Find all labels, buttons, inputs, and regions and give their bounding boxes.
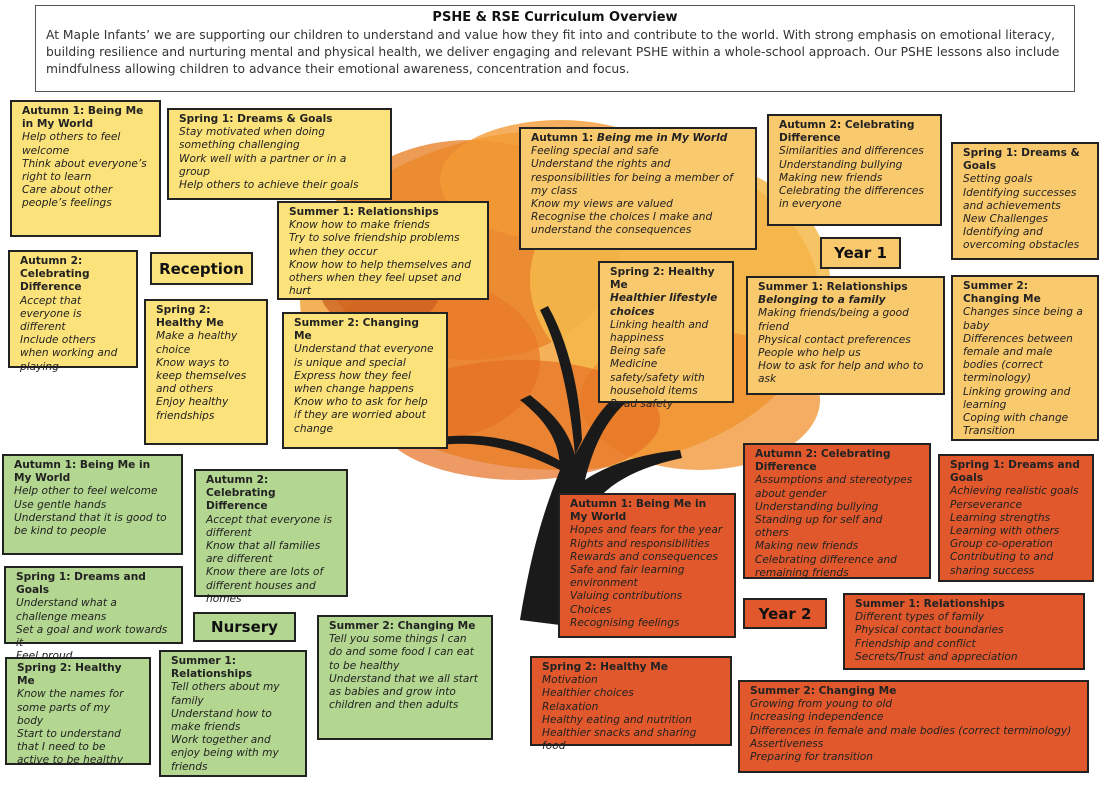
list-item: Physical contact preferences bbox=[758, 333, 911, 346]
reception-summer1-box bbox=[277, 201, 489, 300]
year1-autumn1-box bbox=[519, 127, 757, 250]
list-item: Group co-operation bbox=[950, 538, 1053, 551]
list-item: Work well with a partner or in a group bbox=[179, 152, 347, 178]
list-item: Hopes and fears for the year bbox=[570, 524, 723, 537]
box-title: Autumn 1: bbox=[531, 132, 597, 144]
list-item: Secrets/Trust and appreciation bbox=[855, 650, 1018, 663]
list-item: Understand that everyone is unique and special bbox=[294, 343, 434, 369]
reception-spring1-box bbox=[167, 108, 392, 200]
list-item: Healthier choices bbox=[542, 687, 634, 700]
box-title: Spring 2: Healthy Me bbox=[17, 662, 122, 688]
box-title: Autumn 2: Celebrating Difference bbox=[755, 448, 891, 474]
list-item: Understand that it is good to be kind to people bbox=[14, 511, 167, 538]
list-item: Understand that we all start as babies and grow into children and then adults bbox=[329, 672, 478, 712]
year-label-year1: Year 1 bbox=[820, 237, 901, 269]
reception-spring2-box bbox=[144, 299, 268, 445]
year-label-reception: Reception bbox=[150, 252, 253, 285]
list-item: Identifying and overcoming obstacles bbox=[963, 226, 1080, 252]
list-item: Making new friends bbox=[779, 171, 883, 184]
list-item: Rights and responsibilities bbox=[570, 537, 710, 550]
list-item: Understand the rights and responsibilities for being a member of my class bbox=[531, 158, 733, 197]
year1-summer1-box bbox=[746, 276, 945, 395]
box-subtitle: Healthier lifestyle choices bbox=[610, 292, 718, 318]
list-item: Care about other people’s feelings bbox=[22, 184, 113, 210]
list-item: Know the names for some parts of my body bbox=[17, 688, 124, 727]
list-item: Know that all families are different bbox=[206, 540, 321, 566]
list-item: Start to understand that I need to be active to be healthy bbox=[17, 728, 123, 767]
year1-summer2-box bbox=[951, 275, 1099, 441]
year2-autumn1-box bbox=[558, 493, 736, 638]
reception-autumn1-box bbox=[10, 100, 161, 237]
list-item: Different types of family bbox=[855, 611, 985, 624]
box-title: Summer 1: Relationships bbox=[855, 598, 1005, 610]
reception-summer2-box bbox=[282, 312, 448, 449]
list-item: Learning strengths bbox=[950, 511, 1051, 524]
list-item: Know how to help themselves and others when they feel upset and hurt bbox=[289, 258, 471, 298]
list-item: Assumptions and stereotypes about gender bbox=[755, 474, 913, 500]
list-item: Celebrating difference and remaining friends bbox=[755, 553, 897, 579]
list-item: Assertiveness bbox=[750, 737, 824, 750]
list-item: Stay motivated when doing something challenging bbox=[179, 126, 325, 152]
list-item: Standing up for self and others bbox=[755, 514, 883, 540]
box-title: Autumn 1: Being Me in My World bbox=[570, 498, 707, 524]
box-title: Autumn 2: Celebrating Difference bbox=[206, 474, 276, 513]
list-item: Differences in female and male bodies (correct terminology) bbox=[750, 724, 1072, 737]
list-item: Include others when working and playing bbox=[20, 334, 118, 373]
year2-autumn2-box bbox=[743, 443, 931, 579]
list-item: Identifying successes and achievements bbox=[963, 186, 1077, 212]
box-title: Summer 1: Relationships bbox=[289, 206, 439, 218]
list-item: Recognising feelings bbox=[570, 616, 680, 629]
list-item: Recognise the choices I make and understand the consequences bbox=[531, 211, 713, 237]
year2-spring2-box bbox=[530, 656, 732, 753]
box-title: Summer 2: Changing Me bbox=[294, 317, 419, 343]
year1-spring1-box bbox=[951, 142, 1099, 260]
list-item: Know there are lots of different houses and homes bbox=[206, 566, 324, 605]
list-item: Understanding bullying bbox=[755, 500, 879, 513]
list-item: Transition bbox=[963, 425, 1015, 438]
list-item: Coping with change bbox=[963, 412, 1069, 425]
list-item: Increasing independence bbox=[750, 711, 884, 724]
intro-text: At Maple Infants’ we are supporting our children to understand and value how they fit into and contribute to the world. With strong emphasis on emotional literacy, building resilience and nurturing mental and physical health, we deliver engaging and relevant PSHE within a whole-school approach. Our PSHE lessons also include mindfulness allowing children to advance their emotional awareness, concentration and focus. bbox=[46, 28, 1060, 76]
curriculum-header bbox=[35, 5, 1075, 92]
list-item: Celebrating the differences in everyone bbox=[779, 185, 924, 211]
box-title: Autumn 2: Celebrating Difference bbox=[20, 255, 90, 294]
list-item: Learning with others bbox=[950, 525, 1060, 538]
list-item: Express how they feel when change happens bbox=[294, 369, 414, 396]
nursery-summer1-box bbox=[159, 650, 307, 777]
list-item: Relaxation bbox=[542, 700, 599, 713]
year2-summer1-box bbox=[843, 593, 1085, 670]
nursery-spring2-box bbox=[5, 657, 151, 765]
year2-spring1-box bbox=[938, 454, 1094, 582]
list-item: Rewards and consequences bbox=[570, 550, 718, 563]
list-item: Work together and enjoy being with my friends bbox=[171, 734, 279, 773]
box-title: Summer 2: Changing Me bbox=[963, 280, 1041, 306]
list-item: Help others to achieve their goals bbox=[179, 179, 359, 192]
box-title: Spring 2: Healthy Me bbox=[542, 661, 668, 673]
list-item: Set a goal and work towards it bbox=[16, 623, 168, 650]
box-title: Summer 1: Relationships bbox=[758, 281, 908, 293]
list-item: How to ask for help and who to ask bbox=[758, 360, 924, 386]
box-title: Spring 1: Dreams and Goals bbox=[950, 459, 1080, 485]
list-item: Differences between female and male bodies (correct terminology) bbox=[963, 332, 1073, 385]
box-title-row bbox=[531, 132, 745, 145]
list-item: Enjoy healthy friendships bbox=[156, 396, 229, 422]
box-title: Spring 1: Dreams & Goals bbox=[963, 147, 1080, 173]
list-item: Linking growing and learning bbox=[963, 385, 1071, 411]
list-item: Help others to feel welcome bbox=[22, 131, 121, 157]
list-item: Tell others about my family bbox=[171, 681, 280, 707]
box-subtitle: Belonging to a family bbox=[758, 294, 886, 307]
box-title: Spring 1: Dreams & Goals bbox=[179, 113, 333, 125]
list-item: Know my views are valued bbox=[531, 198, 673, 211]
list-item: Making new friends bbox=[755, 540, 859, 553]
list-item: Try to solve friendship problems when they occur bbox=[289, 232, 460, 258]
year1-autumn2-box bbox=[767, 114, 942, 226]
list-item: Understanding bullying bbox=[779, 158, 903, 171]
list-item: Know how to make friends bbox=[289, 219, 430, 232]
list-item: Achieving realistic goals bbox=[950, 485, 1079, 498]
list-item: Know ways to keep themselves and others bbox=[156, 356, 247, 396]
box-title: Summer 2: Changing Me bbox=[329, 620, 476, 632]
list-item: Understand how to make friends bbox=[171, 707, 272, 734]
list-item: Similarities and differences bbox=[779, 145, 924, 158]
list-item: Know who to ask for help if they are worried about change bbox=[294, 396, 428, 435]
list-item: Physical contact boundaries bbox=[855, 624, 1004, 637]
list-item: Medicine safety/safety with household items bbox=[610, 358, 705, 397]
list-item: Healthy eating and nutrition bbox=[542, 713, 692, 726]
box-title: Summer 2: Changing Me bbox=[750, 685, 897, 697]
list-item: Motivation bbox=[542, 674, 598, 687]
nursery-autumn1-box bbox=[2, 454, 183, 555]
list-item: Friendship and conflict bbox=[855, 637, 976, 650]
year1-spring2-box bbox=[598, 261, 734, 411]
list-item: Use gentle hands bbox=[14, 498, 107, 511]
page-title: PSHE & RSE Curriculum Overview bbox=[432, 10, 678, 25]
list-item: Understand what a challenge means bbox=[16, 597, 117, 623]
list-item: Help other to feel welcome bbox=[14, 485, 158, 498]
box-title: Autumn 2: Celebrating Difference bbox=[779, 119, 915, 145]
year-label-year2: Year 2 bbox=[743, 598, 827, 629]
nursery-spring1-box bbox=[4, 566, 183, 650]
list-item: Changes since being a baby bbox=[963, 306, 1083, 332]
list-item: Healthier snacks and sharing food bbox=[542, 727, 697, 753]
list-item: People who help us bbox=[758, 347, 861, 360]
nursery-summer2-box bbox=[317, 615, 493, 740]
box-title: Spring 2: Healthy Me bbox=[156, 304, 224, 330]
reception-autumn2-box bbox=[8, 250, 138, 373]
list-item: Contributing to and sharing success bbox=[950, 551, 1054, 577]
box-title: Summer 1: Relationships bbox=[171, 655, 253, 681]
list-item: Making friends/being a good friend bbox=[758, 307, 909, 333]
list-item: Linking health and happiness bbox=[610, 318, 709, 345]
list-item: Think about everyone’s right to learn bbox=[22, 157, 147, 184]
list-item: Accept that everyone is different bbox=[206, 513, 333, 539]
list-item: Perseverance bbox=[950, 498, 1022, 511]
box-title: Autumn 1: Being Me in My World bbox=[14, 459, 151, 485]
year2-summer2-box bbox=[738, 680, 1089, 773]
list-item: Growing from young to old bbox=[750, 698, 893, 711]
list-item: Accept that everyone is different bbox=[20, 294, 82, 334]
box-title: Spring 2: Healthy Me bbox=[610, 266, 715, 292]
list-item: Being safe bbox=[610, 345, 666, 358]
list-item: Feeling special and safe bbox=[531, 145, 659, 158]
list-item: Safe and fair learning environment bbox=[570, 564, 685, 590]
year-label-nursery: Nursery bbox=[193, 612, 296, 642]
list-item: Choices bbox=[570, 603, 612, 616]
list-item: Tell you some things I can do and some food I can eat to be healthy bbox=[329, 633, 474, 672]
box-title: Autumn 1: Being Me in My World bbox=[22, 105, 144, 131]
box-title-italic: Being me in My World bbox=[596, 132, 728, 144]
list-item: New Challenges bbox=[963, 213, 1048, 226]
list-item: Make a healthy choice bbox=[156, 330, 238, 356]
nursery-autumn2-box bbox=[194, 469, 348, 605]
box-title: Spring 1: Dreams and Goals bbox=[16, 571, 146, 597]
list-item: Road safety bbox=[610, 398, 674, 411]
list-item: Preparing for transition bbox=[750, 751, 873, 764]
list-item: Setting goals bbox=[963, 173, 1033, 186]
list-item: Valuing contributions bbox=[570, 590, 683, 603]
